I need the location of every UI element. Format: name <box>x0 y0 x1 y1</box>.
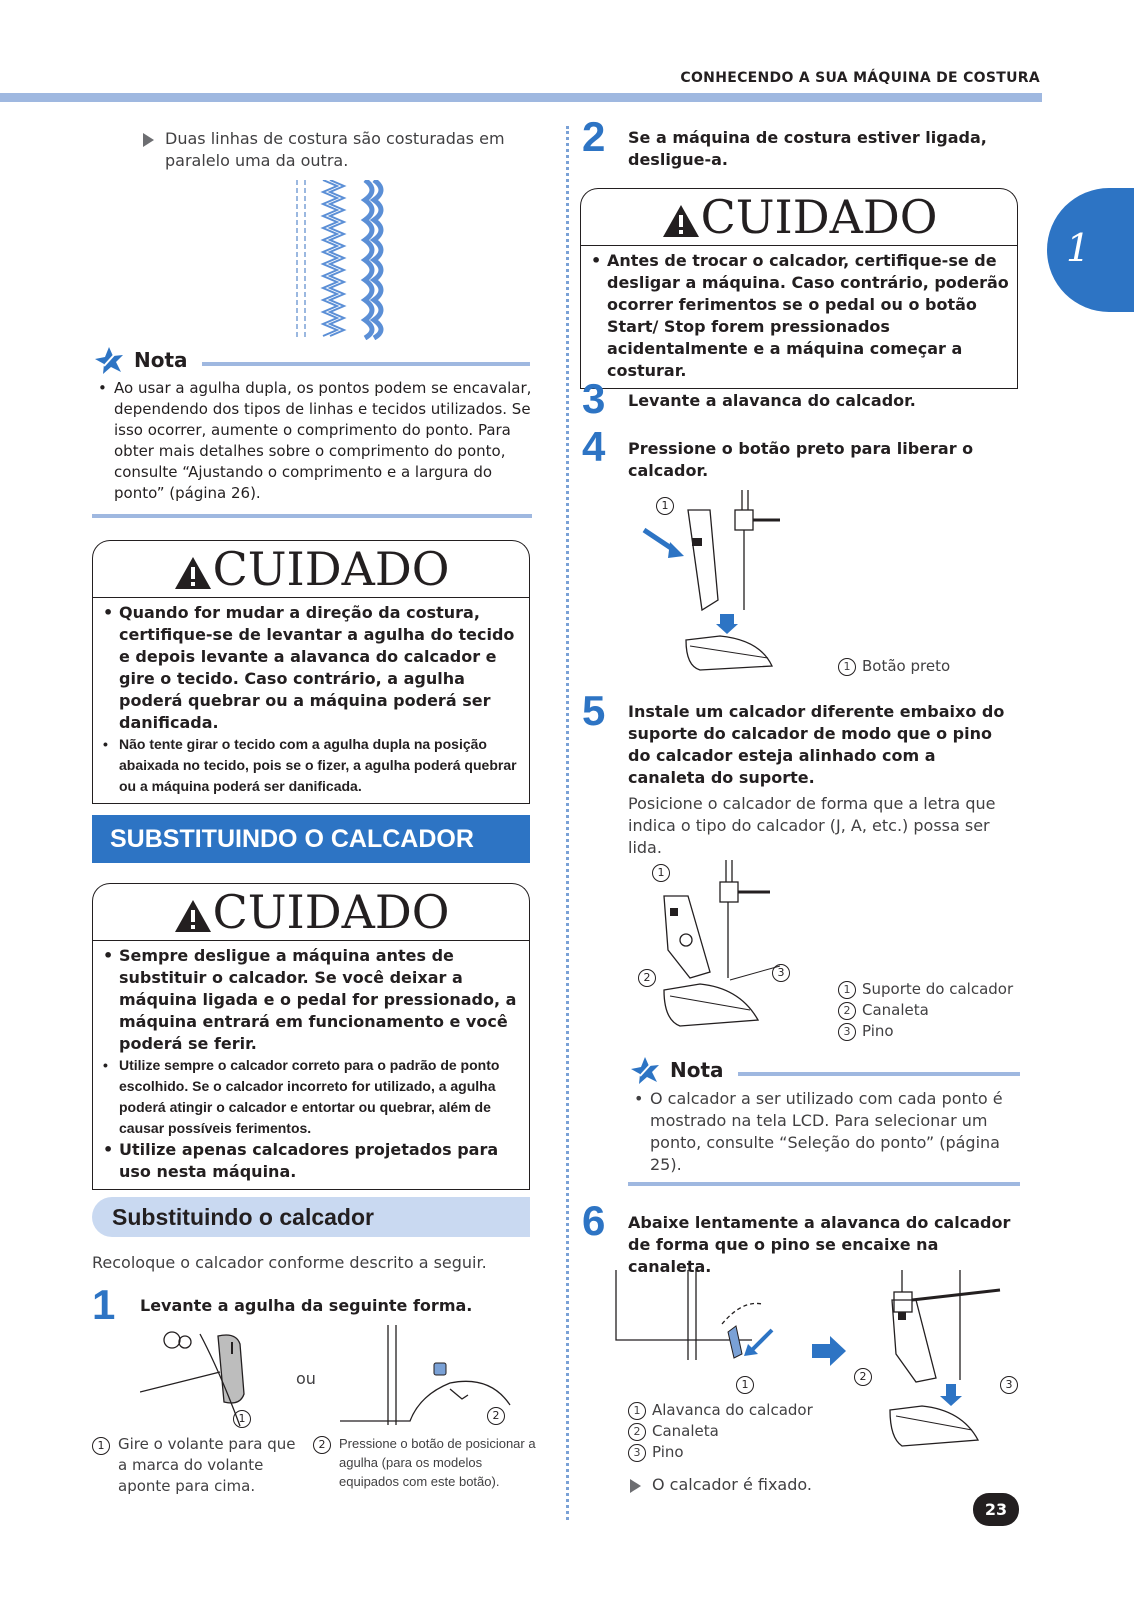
note-end-rule <box>628 1182 1020 1186</box>
handwheel-figure <box>140 1322 280 1432</box>
callout-1 <box>233 1408 257 1428</box>
callout-number: 1 <box>736 1376 754 1394</box>
legend-text: Canaleta <box>862 1001 929 1019</box>
page-number: 23 <box>973 1493 1019 1526</box>
step-text: Se a máquina de costura estiver ligada, desligue-a. <box>628 128 987 169</box>
step-text: Levante a agulha da seguinte forma. <box>140 1296 473 1315</box>
warning-icon <box>173 898 213 934</box>
legend-text: Pressione o botão de posicionar a agulha (para os modelos equipados com este botão). <box>339 1436 536 1489</box>
legend-number: 2 <box>628 1423 646 1441</box>
note-rule <box>202 362 530 366</box>
caution-item: • Utilize sempre o calcador correto para o padrão de ponto escolhido. Se o calcador incorreto for utilizado, a agulha poderá atingir o calcador e entortar ou quebrar, além de causar possíveis ferimentos. <box>97 1055 521 1139</box>
result-line <box>140 128 530 172</box>
callout-number: 3 <box>1000 1376 1018 1394</box>
step-number: 1 <box>92 1281 116 1328</box>
caution-title: CUIDADO <box>700 190 938 244</box>
step-text: Pressione o botão preto para liberar o calcador. <box>628 439 974 480</box>
step4-legend <box>838 656 950 677</box>
callout-number: 2 <box>487 1407 505 1425</box>
caution-box-3 <box>580 188 1018 389</box>
legend-number: 3 <box>628 1444 646 1462</box>
step-number: 6 <box>582 1197 606 1244</box>
caution-header <box>92 883 530 940</box>
note-list <box>92 378 532 504</box>
step-detail: Posicione o calcador de forma que a letra que indica o tipo do calcador (J, A, etc.) possa ser lida. <box>628 794 996 857</box>
caution-body <box>92 597 530 804</box>
result-text: O calcador é fixado. <box>652 1475 812 1494</box>
legend-text: Gire o volante para que a marca do volante aponte para cima. <box>118 1435 296 1495</box>
legend-text: Botão preto <box>862 657 951 675</box>
legend-number: 2 <box>313 1436 331 1454</box>
install-presser-figure <box>630 860 810 1045</box>
note-title: Nota <box>134 348 188 372</box>
callout-1 <box>656 495 680 515</box>
chapter-tab <box>1047 188 1134 312</box>
caution-item: • Quando for mudar a direção da costura, certifique-se de levantar a agulha do tecido e depois levante a alavanca do calcador e gire o tecido. Caso contrário, a agulha poderá quebrar ou a máquina poderá ser danificada. <box>97 602 521 734</box>
legend-number: 1 <box>628 1402 646 1420</box>
callout-2 <box>854 1366 878 1386</box>
callout-2 <box>638 967 662 987</box>
callout-1 <box>652 862 676 882</box>
legend-text: Canaleta <box>652 1422 719 1440</box>
caution-item: • Sempre desligue a máquina antes de substituir o calcador. Se você deixar a máquina ligada e o pedal for pressionado, a máquina entrará em funcionamento e você poderá se ferir. <box>97 945 521 1055</box>
step-number: 5 <box>582 687 606 734</box>
step-number: 3 <box>582 375 606 422</box>
caution-header <box>580 188 1018 245</box>
section-title: SUBSTITUINDO O CALCADOR <box>92 815 530 863</box>
legend-number: 2 <box>838 1002 856 1020</box>
caution-title: CUIDADO <box>212 542 450 596</box>
caution-item: • Não tente girar o tecido com a agulha dupla na posição abaixada no tecido, pois se o fizer, a agulha poderá quebrar ou a máquina poderá ser danificada. <box>97 734 521 797</box>
final-result-line <box>628 1474 1008 1496</box>
callout-1 <box>736 1374 760 1394</box>
step-number: 4 <box>582 423 606 470</box>
note-item: • Ao usar a agulha dupla, os pontos podem se encavalar, dependendo dos tipos de linhas e tecidos utilizados. Se isso ocorrer, aumente o comprimento do ponto. Para obter mais detalhes sobre o comprimento do ponto, consulte “Ajustando o comprimento e a largura do ponto” (página 26). <box>92 378 532 504</box>
fig2-legend <box>313 1434 538 1491</box>
note-item: • O calcador a ser utilizado com cada ponto é mostrado na tela LCD. Para selecionar um ponto, consulte “Seleção do ponto” (página 25). <box>628 1088 1020 1176</box>
legend-number: 1 <box>838 658 856 676</box>
fig1-legend <box>92 1434 307 1497</box>
chapter-number: 1 <box>1066 226 1091 270</box>
callout-number: 2 <box>638 969 656 987</box>
callout-number: 2 <box>854 1368 872 1386</box>
callout-number: 1 <box>233 1410 251 1428</box>
step-number: 2 <box>582 113 606 160</box>
note-rule <box>738 1072 1020 1076</box>
caution-body <box>580 245 1018 389</box>
caution-box-1 <box>92 540 530 804</box>
step-text: Abaixe lentamente a alavanca do calcador de forma que o pino se encaixe na canaleta. <box>628 1213 1011 1276</box>
legend-text: Alavanca do calcador <box>652 1401 813 1419</box>
presser-release-figure <box>640 490 800 685</box>
note-list <box>628 1088 1020 1176</box>
callout-number: 1 <box>652 864 670 882</box>
step-text: Levante a alavanca do calcador. <box>628 391 916 410</box>
step-text: Instale um calcador diferente embaixo do suporte do calcador de modo que o pino do calcador esteja alinhado com a canaleta do suporte. <box>628 702 1005 787</box>
result-text: Duas linhas de costura são costuradas em paralelo uma da outra. <box>165 129 505 170</box>
or-text: ou <box>296 1369 316 1388</box>
note-title: Nota <box>670 1058 724 1082</box>
arrow-icon <box>630 1479 641 1493</box>
callout-2 <box>487 1405 511 1425</box>
subsection-title: Substituindo o calcador <box>92 1197 530 1237</box>
caution-item: • Utilize apenas calcadores projetados para uso nesta máquina. <box>97 1139 521 1183</box>
note-icon <box>628 1056 662 1086</box>
callout-3 <box>1000 1374 1024 1394</box>
callout-number: 1 <box>656 497 674 515</box>
column-divider <box>566 126 569 1520</box>
warning-icon <box>661 203 701 239</box>
step5-legend <box>838 979 1013 1042</box>
note-end-rule <box>92 514 532 518</box>
header-rule <box>0 93 1042 102</box>
legend-text: Pino <box>652 1443 684 1461</box>
arrow-icon <box>143 133 154 147</box>
intro-text: Recoloque o calcador conforme descrito a seguir. <box>92 1253 487 1272</box>
callout-3 <box>772 962 796 982</box>
running-header: CONHECENDO A SUA MÁQUINA DE COSTURA <box>680 70 1040 86</box>
stitch-illustration <box>285 180 395 340</box>
caution-title: CUIDADO <box>212 885 450 939</box>
caution-item: • Antes de trocar o calcador, certifique-se de desligar a máquina. Caso contrário, poderão ocorrer ferimentos se o pedal ou o botão Start/ Stop forem pressionados acidentalmente e a máquina começar a costurar. <box>585 250 1009 382</box>
legend-text: Suporte do calcador <box>862 980 1014 998</box>
legend-number: 3 <box>838 1023 856 1041</box>
warning-icon <box>173 555 213 591</box>
legend-text: Pino <box>862 1022 894 1040</box>
caution-box-2 <box>92 883 530 1190</box>
note-icon <box>92 346 126 376</box>
legend-number: 1 <box>92 1437 110 1455</box>
legend-number: 1 <box>838 981 856 999</box>
caution-body <box>92 940 530 1190</box>
caution-header <box>92 540 530 597</box>
callout-number: 3 <box>772 964 790 982</box>
step6-legend <box>628 1400 813 1463</box>
